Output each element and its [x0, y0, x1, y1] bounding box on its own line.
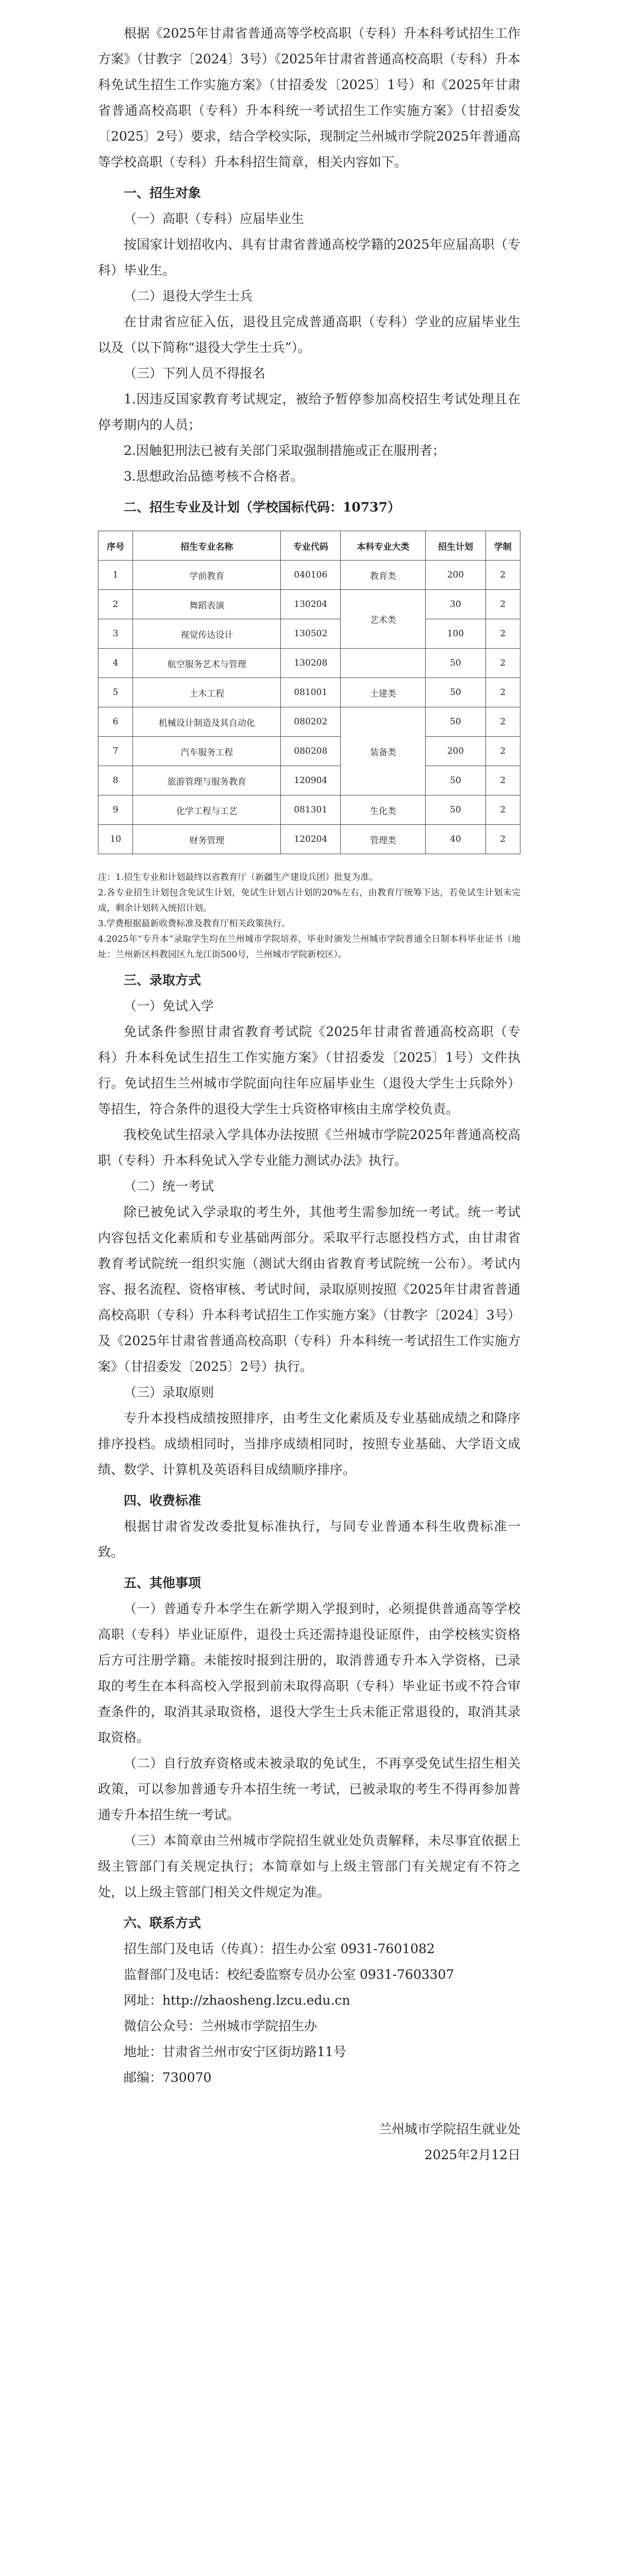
study-years: 2	[485, 766, 520, 795]
paragraph: 我校免试生招录入学具体办法按照《兰州城市学院2025年普通高校高职（专科）升本科免试入学专业能力测试办法》执行。	[98, 1127, 520, 1168]
column-header: 招生计划	[426, 531, 485, 561]
table-row	[98, 561, 520, 590]
major-name: 视觉传达设计	[133, 619, 281, 649]
major-name: 航空服务艺术与管理	[133, 649, 281, 678]
study-years: 2	[485, 825, 520, 854]
paragraph: 除已被免试入学录取的考生外，其他考生需参加统一考试。统一考试内容包括文化素质和专业基础两部分。采取平行志愿投档方式，由甘肃省教育考试院统一组织实施（测试大纲由省教育考试院统一公布）。考试内容、报名流程、资格审核、考试时间，录取原则按照《2025年甘肃省普通高校高职（专科）升本科考试招生工作实施方案》（甘教字〔2024〕3号）及《2025年甘肃省普通高校高职（专科）升本科统一考试招生工作实施方案》（甘招委发〔2025〕2号）执行。	[98, 1205, 520, 1374]
study-years: 2	[485, 795, 520, 825]
section-3-heading: 三、录取方式	[124, 973, 201, 988]
column-header: 序号	[98, 531, 133, 561]
major-name: 学前教育	[133, 561, 281, 590]
sub-heading: （三）录取原则	[124, 1385, 214, 1400]
major-code: 081301	[281, 795, 341, 825]
table-row	[98, 649, 520, 678]
table-row	[98, 825, 520, 854]
major-code: 040106	[281, 561, 341, 590]
row-number: 10	[98, 825, 133, 854]
sub-heading: （二）统一考试	[124, 1179, 214, 1194]
table-row	[98, 737, 520, 766]
list-item: 3.思想政治品德考核不合格者。	[124, 469, 304, 484]
enrollment-plan: 50	[426, 707, 485, 737]
column-header: 学制	[485, 531, 520, 561]
row-number: 2	[98, 590, 133, 619]
major-code: 130502	[281, 619, 341, 649]
contact-website[interactable]: 网址：http://zhaosheng.lzcu.edu.cn	[124, 1993, 350, 2008]
contact-postcode: 邮编：730070	[124, 2070, 212, 2085]
enrollment-plan: 40	[426, 825, 485, 854]
section-4-heading: 四、收费标准	[124, 1493, 201, 1508]
row-number: 6	[98, 707, 133, 737]
major-category: 管理类	[341, 825, 426, 854]
enrollment-plan: 200	[426, 737, 485, 766]
section-5-heading: 五、其他事项	[124, 1575, 201, 1590]
study-years: 2	[485, 737, 520, 766]
intro-paragraph: 根据《2025年甘肃省普通高等学校高职（专科）升本科考试招生工作方案》（甘教字〔2024〕3号）《2025年甘肃省普通高校高职（专科）升本科免试生招生工作实施方案》（甘招委发〔2025〕1号）和《2025年甘肃省普通高校高职（专科）升本科统一考试招生工作实施方案》（甘招委发〔2025〕2号）要求，结合学校实际，现制定兰州城市学院2025年普通高等学校高职（专科）升本科招生简章，相关内容如下。	[98, 26, 520, 170]
list-item: 2.因触犯刑法已被有关部门采取强制措施或正在服刑者；	[124, 443, 445, 458]
paragraph: （二）自行放弃资格或未被录取的免试生，不再享受免试生招生相关政策，可以参加普通专升本招生统一考试，已被录取的考生不得再参加普通专升本招生统一考试。	[98, 1756, 520, 1822]
major-category: 生化类	[341, 795, 426, 825]
major-name: 化学工程与工艺	[133, 795, 281, 825]
table-notes	[98, 870, 520, 962]
major-name: 财务管理	[133, 825, 281, 854]
contact-address: 地址：甘肃省兰州市安宁区街坊路11号	[124, 2044, 346, 2059]
row-number: 5	[98, 678, 133, 707]
enrollment-plan: 50	[426, 766, 485, 795]
enrollment-plan: 200	[426, 561, 485, 590]
sub-heading: （一）免试入学	[124, 998, 214, 1013]
sub-heading: （三）下列人员不得报名	[124, 366, 266, 381]
column-header: 招生专业名称	[133, 531, 281, 561]
table-row	[98, 678, 520, 707]
table-note: 3.学费根据最新收费标准及教育厅相关政策执行。	[98, 919, 291, 929]
list-item: 1.因违反国家教育考试规定，被给予暂停参加高校招生考试处理且在停考期内的人员；	[98, 392, 520, 432]
study-years: 2	[485, 707, 520, 737]
major-code: 130208	[281, 649, 341, 678]
major-category: 土建类	[341, 678, 426, 707]
major-code: 081001	[281, 678, 341, 707]
row-number: 1	[98, 561, 133, 590]
column-header: 专业代码	[281, 531, 341, 561]
study-years: 2	[485, 678, 520, 707]
section-2-heading: 二、招生专业及计划（学校国标代码：10737）	[124, 500, 400, 515]
sub-heading: （一）高职（专科）应届毕业生	[124, 211, 305, 226]
table-row	[98, 795, 520, 825]
major-name: 舞蹈表演	[133, 590, 281, 619]
contact-admissions-phone: 招生部门及电话（传真）：招生办公室 0931-7601082	[124, 1941, 435, 1956]
signature-date: 2025年2月12日	[424, 2147, 520, 2162]
table-note: 4.2025年“专升本”录取学生均在兰州城市学院培养，毕业时颁发兰州城市学院普通全日制本科毕业证书（地址：兰州新区科教园区九龙江街500号，兰州城市学院新校区）。	[98, 934, 520, 960]
enrollment-plan: 50	[426, 795, 485, 825]
table-row	[98, 707, 520, 737]
contact-wechat: 微信公众号：兰州城市学院招生办	[124, 2019, 317, 2033]
paragraph: 免试条件参照甘肃省教育考试院《2025年甘肃省普通高校高职（专科）升本科免试生招生工作实施方案》（甘招委发〔2025〕1号）文件执行。免试招生兰州城市学院面向往年应届毕业生（退役大学生士兵除外）等招生，符合条件的退役大学生士兵资格审核由主席学校负责。	[98, 1024, 520, 1116]
paragraph: （三）本简章由兰州城市学院招生就业处负责解释，未尽事宜依据上级主管部门有关规定执行；本简章如与上级主管部门有关规定有不符之处，以上级主管部门相关文件规定为准。	[98, 1833, 520, 1900]
signature-org: 兰州城市学院招生就业处	[378, 2122, 520, 2137]
major-name: 机械设计制造及其自动化	[133, 707, 281, 737]
major-category: 装备类	[341, 707, 426, 795]
table-row	[98, 590, 520, 619]
section-6-heading: 六、联系方式	[124, 1916, 201, 1930]
row-number: 8	[98, 766, 133, 795]
major-code: 120904	[281, 766, 341, 795]
enrollment-plan: 50	[426, 649, 485, 678]
column-header: 本科专业大类	[341, 531, 426, 561]
row-number: 7	[98, 737, 133, 766]
section-1-heading: 一、招生对象	[124, 185, 201, 200]
sub-heading: （二）退役大学生士兵	[124, 289, 253, 303]
table-row	[98, 619, 520, 649]
contact-supervision-phone: 监督部门及电话：校纪委监察专员办公室 0931-7603307	[124, 1967, 455, 1982]
major-code: 080208	[281, 737, 341, 766]
row-number: 4	[98, 649, 133, 678]
enrollment-plan-table	[98, 531, 520, 854]
paragraph: 专升本投档成绩按照排序，由考生文化素质及专业基础成绩之和降序排序投档。成绩相同时，当排序成绩相同时，按照专业基础、大学语文成绩、数学、计算机及英语科目成绩顺序排序。	[98, 1411, 520, 1477]
table-note: 2.各专业招生计划包含免试生计划，免试生计划占计划的20%左右，由教育厅统筹下达，若免试生计划未完成，剩余计划转入统招计划。	[98, 888, 520, 913]
table-note: 注：1.招生专业和计划最终以省教育厅（新疆生产建设兵团）批复为准。	[98, 872, 378, 883]
study-years: 2	[485, 561, 520, 590]
paragraph: （一）普通专升本学生在新学期入学报到时，必须提供普通高等学校高职（专科）毕业证原件，退役士兵还需持退役证原件，由学校核实资格后方可注册学籍。未能按时报到注册的，取消普通专升本入学资格，已录取的考生在本科高校入学报到前未取得高职（专科）毕业证书或不符合审查条件的，取消其录取资格，退役大学生士兵未能正常退役的，取消其录取资格。	[98, 1601, 520, 1745]
paragraph: 在甘肃省应征入伍，退役且完成普通高职（专科）学业的应届毕业生以及（以下简称“退役大学生士兵”）。	[98, 314, 520, 355]
major-category: 教育类	[341, 561, 426, 590]
major-name: 土木工程	[133, 678, 281, 707]
enrollment-plan: 100	[426, 619, 485, 649]
major-category	[341, 649, 426, 678]
paragraph: 按国家计划招收内、具有甘肃省普通高校学籍的2025年应届高职（专科）毕业生。	[98, 237, 520, 278]
row-number: 3	[98, 619, 133, 649]
major-name: 汽车服务工程	[133, 737, 281, 766]
paragraph: 根据甘肃省发改委批复标准执行，与同专业普通本科生收费标准一致。	[98, 1519, 520, 1560]
row-number: 9	[98, 795, 133, 825]
enrollment-plan: 50	[426, 678, 485, 707]
major-category: 艺术类	[341, 590, 426, 649]
table-row	[98, 766, 520, 795]
enrollment-plan: 30	[426, 590, 485, 619]
major-code: 080202	[281, 707, 341, 737]
study-years: 2	[485, 619, 520, 649]
major-code: 130204	[281, 590, 341, 619]
study-years: 2	[485, 590, 520, 619]
study-years: 2	[485, 649, 520, 678]
table-header-row	[98, 531, 520, 561]
major-code: 120204	[281, 825, 341, 854]
major-name: 旅游管理与服务教育	[133, 766, 281, 795]
